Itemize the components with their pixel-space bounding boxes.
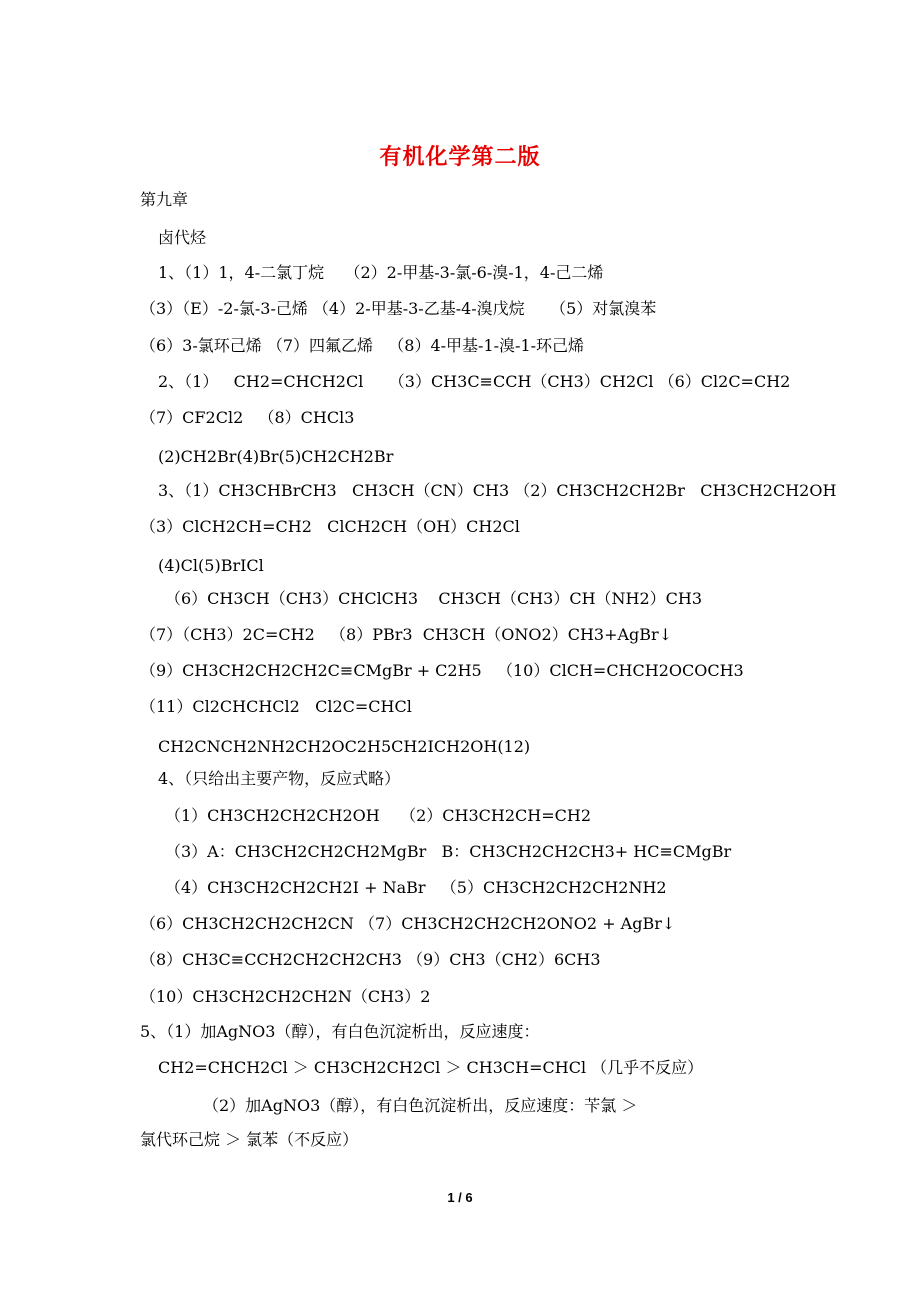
document-title: 有机化学第二版 bbox=[379, 144, 541, 170]
text-line: （11）Cl2CHCHCl2 Cl2C=CHCl bbox=[140, 697, 412, 716]
text-line: （7）（CH3）2C=CH2 （8）PBr3 CH3CH（ONO2）CH3+AgBr↓ bbox=[140, 625, 673, 644]
text-line: （3）（E）-2-氯-3-己烯 （4）2-甲基-3-乙基-4-溴戊烷 （5）对氯溴苯 bbox=[140, 299, 657, 318]
text-line: （4）CH3CH2CH2CH2I + NaBr （5）CH3CH2CH2CH2NH2 bbox=[165, 878, 667, 897]
text-line: 5、（1）加AgNO3（醇），有白色沉淀析出，反应速度： bbox=[140, 1022, 540, 1041]
text-line: （3）A：CH3CH2CH2CH2MgBr B：CH3CH2CH2CH3+ HC≡CMgBr bbox=[165, 842, 732, 861]
text-line: （6）CH3CH（CH3）CHClCH3 CH3CH（CH3）CH（NH2）CH3 bbox=[165, 589, 703, 608]
text-line: （7）CF2Cl2 （8）CHCl3 bbox=[140, 408, 355, 427]
text-line: CH2=CHCH2Cl ＞ CH3CH2CH2Cl ＞ CH3CH=CHCl （几乎不反应） bbox=[158, 1058, 704, 1077]
text-line: （2）加AgNO3（醇），有白色沉淀析出，反应速度：苄氯 ＞ bbox=[203, 1096, 638, 1115]
text-line: （1）CH3CH2CH2CH2OH （2）CH3CH2CH=CH2 bbox=[165, 806, 592, 825]
text-line: CH2CNCH2NH2CH2OC2H5CH2ICH2OH(12) bbox=[158, 737, 531, 756]
text-line: (4)Cl(5)BrICl bbox=[158, 556, 264, 575]
text-line: （3）ClCH2CH=CH2 ClCH2CH（OH）CH2Cl bbox=[140, 517, 520, 536]
text-line: 3、（1）CH3CHBrCH3 CH3CH（CN）CH3 （2）CH3CH2CH2Br CH3CH2CH2OH bbox=[158, 481, 837, 500]
section-heading: 卤代烃 bbox=[158, 228, 207, 247]
page-number: 1 / 6 bbox=[447, 1190, 473, 1205]
text-line: （9）CH3CH2CH2CH2C≡CMgBr + C2H5 （10）ClCH=CHCH2OCOCH3 bbox=[140, 661, 744, 680]
text-line: （6）3-氯环己烯 （7）四氟乙烯 （8）4-甲基-1-溴-1-环己烯 bbox=[140, 336, 585, 355]
chapter-heading: 第九章 bbox=[140, 190, 189, 209]
text-line: （6）CH3CH2CH2CH2CN （7）CH3CH2CH2CH2ONO2 + AgBr↓ bbox=[140, 914, 676, 933]
text-line: 1、（1）1，4-二氯丁烷 （2）2-甲基-3-氯-6-溴-1，4-己二烯 bbox=[158, 263, 604, 282]
text-line: 2、（1） CH2=CHCH2Cl （3）CH3C≡CCH（CH3）CH2Cl （6）Cl2C=CH2 bbox=[158, 372, 791, 391]
text-line: （10）CH3CH2CH2CH2N（CH3）2 bbox=[140, 987, 431, 1006]
text-line: 4、（只给出主要产物，反应式略） bbox=[158, 769, 401, 788]
text-line: (2)CH2Br(4)Br(5)CH2CH2Br bbox=[158, 447, 394, 466]
text-line: 氯代环己烷 ＞ 氯苯（不反应） bbox=[140, 1130, 359, 1149]
text-line: （8）CH3C≡CCH2CH2CH2CH3 （9）CH3（CH2）6CH3 bbox=[140, 950, 601, 969]
